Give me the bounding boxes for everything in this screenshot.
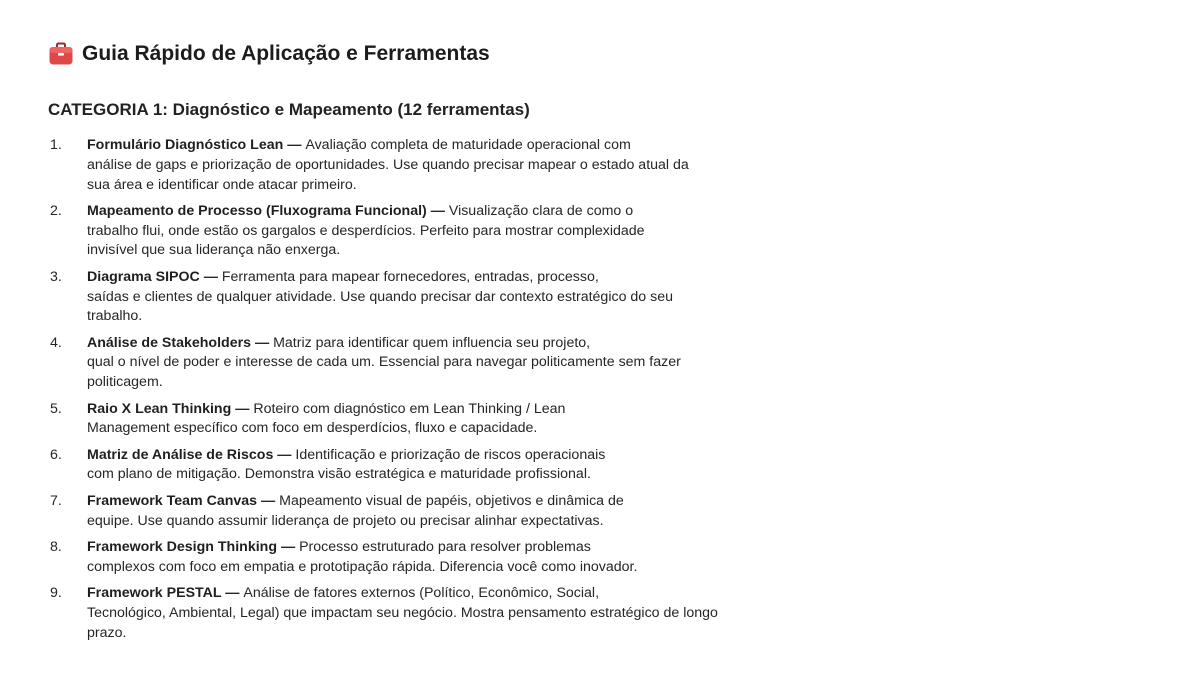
tool-description-line — [87, 176, 808, 196]
tool-description-text: Roteiro com diagnóstico em Lean Thinking / Lean — [253, 400, 566, 417]
tool-description-line — [87, 512, 808, 532]
tool-description-line — [87, 604, 808, 624]
tool-name: Matriz de Análise de Riscos — [87, 446, 274, 463]
tool-number: 5. — [50, 400, 62, 417]
tool-description-line — [87, 307, 808, 327]
tool-description-text: Ferramenta para mapear fornecedores, entradas, processo, — [221, 268, 599, 285]
tool-name: Framework Design Thinking — [87, 538, 277, 555]
tool-name: Framework PESTAL — [87, 584, 222, 601]
tool-name: Análise de Stakeholders — [87, 334, 252, 351]
tool-separator: — — [283, 137, 306, 153]
tool-item — [48, 538, 808, 578]
tool-description-line — [87, 624, 808, 644]
tool-description-line — [87, 288, 808, 308]
tool-name: Raio X Lean Thinking — [87, 400, 232, 417]
tool-description-line — [87, 465, 808, 485]
tool-separator: — — [199, 268, 222, 285]
tool-description-line — [87, 222, 808, 242]
tool-number: 2. — [50, 202, 62, 219]
tool-number: 6. — [50, 446, 62, 463]
tool-description-line — [87, 419, 808, 439]
tool-description-text: prazo. — [87, 624, 127, 641]
tool-description-text: trabalho flui, onde estão os gargalos e desperdícios. Perfeito para mostrar complexidade — [87, 222, 645, 239]
tool-separator: — — [273, 446, 296, 463]
tool-description-line — [87, 400, 808, 420]
tool-description-text: invisível que sua liderança não enxerga. — [87, 242, 341, 259]
tool-description-text: Management específico com foco em desperdícios, fluxo e capacidade. — [87, 420, 538, 437]
tool-separator: — — [251, 334, 274, 351]
tool-description-line — [87, 558, 808, 578]
tool-description-line — [87, 241, 808, 261]
tool-description-line — [87, 268, 808, 288]
tool-separator: — — [426, 202, 449, 219]
tool-item — [48, 492, 808, 532]
tool-description-text: com plano de mitigação. Demonstra visão estratégica e maturidade profissional. — [87, 466, 591, 483]
tool-description-text: equipe. Use quando assumir liderança de projeto ou precisar alinhar expectativas. — [87, 512, 604, 529]
tool-number: 1. — [50, 137, 62, 153]
tool-description-text: trabalho. — [87, 308, 143, 325]
tool-separator: — — [277, 538, 300, 555]
tool-description-text: Identificação e priorização de riscos operacionais — [295, 446, 606, 463]
tool-description-text: Tecnológico, Ambiental, Legal) que impactam seu negócio. Mostra pensamento estratégico de longo — [87, 604, 718, 621]
tool-description-line — [87, 492, 808, 512]
tool-name: Mapeamento de Processo (Fluxograma Funcional) — [87, 202, 427, 219]
page-title — [48, 39, 490, 69]
tool-description-line — [87, 156, 808, 176]
tool-description-text: Matriz para identificar quem influencia seu projeto, — [273, 334, 591, 351]
tool-description-line — [87, 353, 808, 373]
tool-description-text: qual o nível de poder e interesse de cada um. Essencial para navegar politicamente sem fazer — [87, 354, 681, 371]
tool-description-text: análise de gaps e priorização de oportunidades. Use quando precisar mapear o estado atual da — [87, 156, 689, 173]
tool-number: 4. — [50, 334, 62, 351]
tool-number: 9. — [50, 584, 62, 601]
tool-separator: — — [231, 400, 254, 417]
tool-separator: — — [257, 492, 280, 509]
page-title-text: Guia Rápido de Aplicação e Ferramentas — [82, 42, 490, 65]
tool-description-line — [87, 202, 808, 222]
tool-description-line — [87, 538, 808, 558]
tool-description-line — [87, 334, 808, 354]
tool-description-line — [87, 584, 808, 604]
tool-number: 7. — [50, 492, 62, 509]
tool-description-text: Avaliação completa de maturidade operacional com — [305, 137, 631, 153]
tool-description-line — [87, 373, 808, 393]
tool-description-text: Visualização clara de como o — [448, 202, 634, 219]
tool-name: Diagrama SIPOC — [87, 268, 200, 285]
briefcase-icon — [48, 41, 74, 67]
tool-item — [48, 136, 808, 195]
tool-item — [48, 584, 808, 643]
tool-description-line — [87, 446, 808, 466]
tool-item — [48, 400, 808, 440]
tool-description-text: Processo estruturado para resolver problemas — [299, 538, 591, 555]
tool-number: 3. — [50, 268, 62, 285]
tool-name: Framework Team Canvas — [87, 492, 258, 509]
tool-description-text: Mapeamento visual de papéis, objetivos e dinâmica de — [279, 492, 624, 509]
tool-name: Formulário Diagnóstico Lean — [87, 137, 284, 153]
tool-number: 8. — [50, 538, 62, 555]
tool-item — [48, 334, 808, 393]
category-heading: CATEGORIA 1: Diagnóstico e Mapeamento (12 ferramentas) — [48, 100, 530, 119]
tool-item — [48, 268, 808, 327]
tool-item — [48, 202, 808, 261]
tool-description-text: saídas e clientes de qualquer atividade. Use quando precisar dar contexto estratégico do seu — [87, 288, 673, 305]
tool-description-text: Análise de fatores externos (Político, Econômico, Social, — [243, 584, 600, 601]
tool-description-text: sua área e identificar onde atacar primeiro. — [87, 176, 357, 193]
tool-description-text: complexos com foco em empatia e prototipação rápida. Diferencia você como inovador. — [87, 558, 638, 575]
tool-description-text: politicagem. — [87, 374, 163, 391]
tool-description-line — [87, 136, 808, 156]
tool-item — [48, 446, 808, 486]
tool-list — [48, 136, 808, 650]
tool-separator: — — [221, 584, 244, 601]
